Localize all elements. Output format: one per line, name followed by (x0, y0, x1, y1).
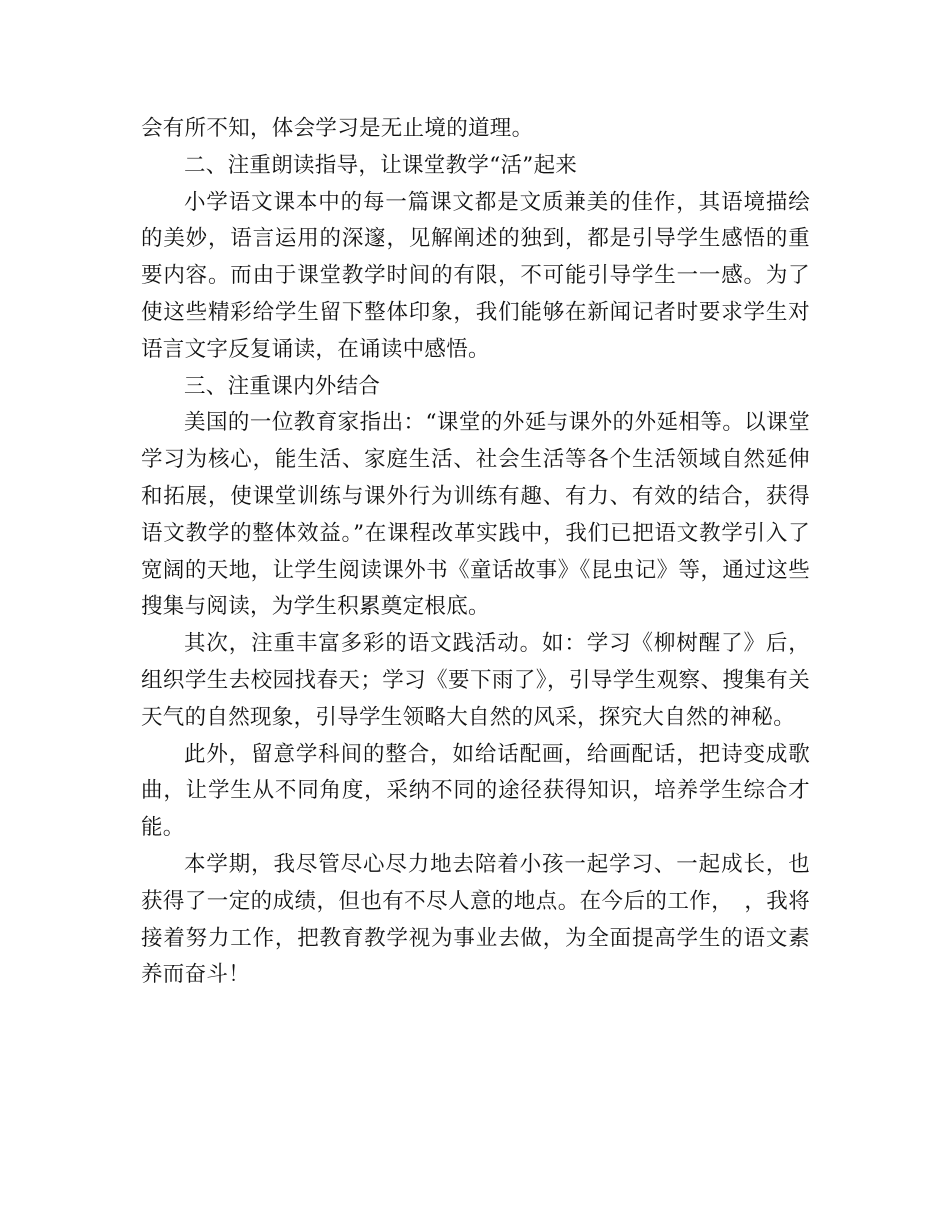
document-body (141, 111, 810, 994)
section-heading-3: 三、注重课内外结合 (184, 373, 381, 399)
paragraph-activities: 其次，注重丰富多彩的语文践活动。如：学习《柳树醒了》后，组织学生去校园找春天；学习《要下雨了》，引导学生观察、搜集有关天气的自然现象，引导学生领略大自然的风采，探究大自然的神秘。 (141, 631, 810, 730)
paragraph-subject-integration: 此外，留意学科间的整合，如给话配画，给画配话，把诗变成歌曲，让学生从不同角度，采纳不同的途径获得知识，培养学生综合才能。 (141, 741, 810, 841)
paragraph-continuation: 会有所不知，体会学习是无止境的道理。 (141, 116, 534, 141)
paragraph-reading-guidance: 小学语文课本中的每一篇课文都是文质兼美的佳作，其语境描绘的美妙，语言运用的深邃，见解阐述的独到，都是引导学生感悟的重要内容。而由于课堂教学时间的有限，不可能引导学生一一感。为了使这些精彩给学生留下整体印象，我们能够在新闻记者时要求学生对语言文字反复诵读，在诵读中感悟。 (141, 189, 810, 362)
section-heading-2: 二、注重朗读指导，让课堂教学“活”起来 (184, 152, 578, 178)
paragraph-inside-outside-class: 美国的一位教育家指出：“课堂的外延与课外的外延相等。以课堂学习为核心，能生活、家庭生活、社会生活等各个生活领域自然延伸和拓展，使课堂训练与课外行为训练有趣、有力、有效的结合，获得语文教学的整体效益。”在课程改革实践中，我们已把语文教学引入了宽阔的天地，让学生阅读课外书《童话故事》《昆虫记》等，通过这些搜集与阅读，为学生积累奠定根底。 (141, 410, 810, 620)
paragraph-conclusion: 本学期，我尽管尽心尽力地去陪着小孩一起学习、一起成长，也获得了一定的成绩，但也有不尽人意的地点。在今后的工作， ，我将接着努力工作，把教育教学视为事业去做，为全面提高学生的语文素养而奋斗！ (141, 851, 810, 988)
